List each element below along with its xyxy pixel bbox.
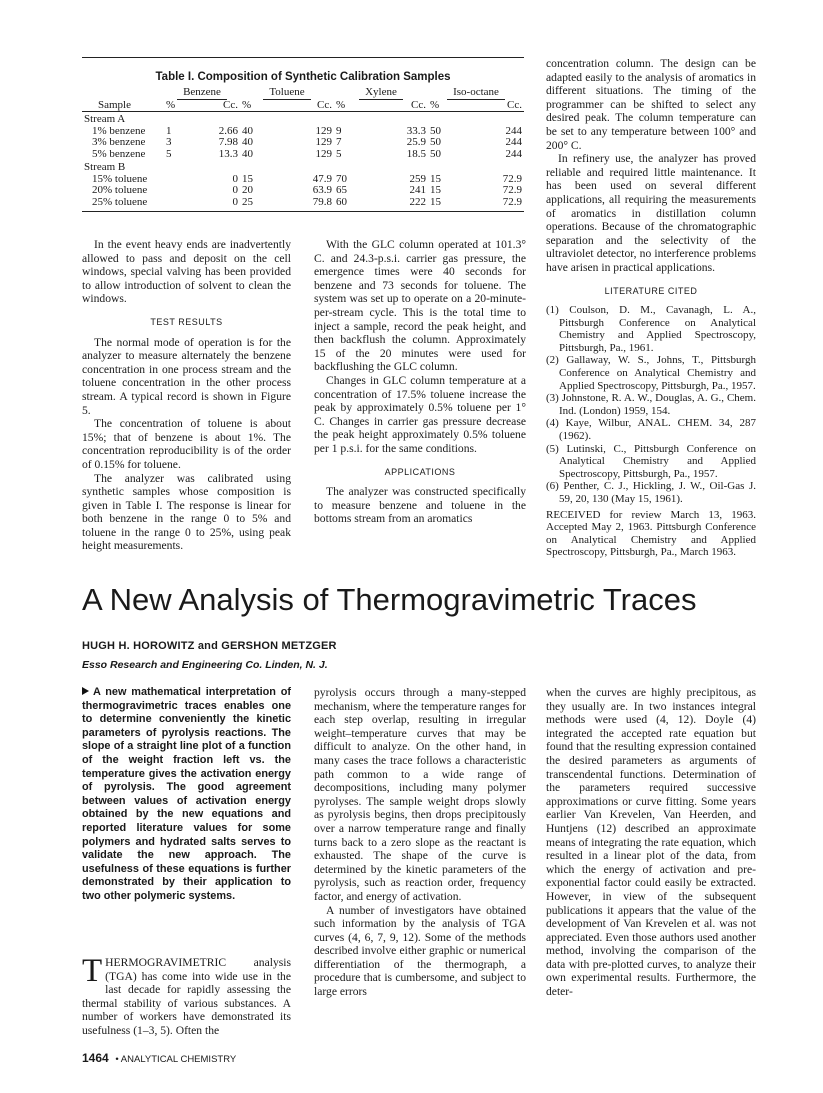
intro-lead: HERMOGRAVIMETRIC (105, 956, 227, 969)
table-top-rule (82, 57, 524, 58)
abstract-arrow-icon (82, 687, 89, 695)
col-header-cc: Cc. (507, 98, 522, 111)
paragraph: Changes in GLC column temperature at a concentration of 17.5% toluene increase the peak by approximately 0.5% toluene per 1° C. Changes in carrier gas pressure decrease the peak height approximately 0.5% toluene per 1 p.s.i. for the same conditions. (314, 373, 526, 455)
col-header-pct: % (336, 98, 346, 111)
calibration-table (82, 87, 524, 208)
table-row (82, 149, 524, 161)
table-row (82, 137, 524, 149)
table-cell: 72.9 (502, 184, 522, 196)
intro-paragraph (82, 953, 291, 1038)
table-row (82, 197, 524, 209)
table-bottom-rule (82, 211, 524, 212)
table-cell (164, 185, 194, 197)
table-cell (164, 174, 194, 186)
table-cell: 3 (166, 136, 172, 148)
table-cell: 0 (232, 195, 238, 208)
table-cell: 129 (315, 147, 332, 160)
table-cell: 129 (315, 124, 332, 137)
col-header-cc: Cc. (223, 98, 238, 111)
group-header-isooctane: Iso-octane (447, 87, 505, 100)
table-cell: 40 (242, 136, 253, 148)
table-cell: 0 (232, 184, 238, 196)
table-cell: 33.3 (406, 124, 426, 137)
table-cell-sample: 15% toluene (92, 172, 148, 185)
table-cell: 5 (166, 147, 172, 160)
stream-a-rows (82, 126, 524, 161)
reference-item: (3) Johnstone, R. A. W., Douglas, A. G., Chem. Ind. (London) 1959, 154. (546, 392, 756, 417)
table-cell: 65 (336, 184, 347, 196)
stream-b-rows (82, 174, 524, 209)
lower-column-3 (546, 686, 756, 999)
table-row (82, 174, 524, 186)
table-cell: 63.9 (312, 184, 332, 196)
paragraph: With the GLC column operated at 101.3° C. and 24.3-p.s.i. carrier gas pressure, the emergence times were 40 seconds for benzene and 73 seconds for toluene. The system was set up to operate on a 20-minute-per-stream cycle. This is the total time to inject a sample, record the peak height, and then backflush the column. Approximately 15 of the 20 minutes were used for backflushing the GLC column. (314, 238, 526, 374)
section-heading-literature-cited: LITERATURE CITED (604, 285, 698, 296)
reference-item: (4) Kaye, Wilbur, ANAL. CHEM. 34, 287 (1962). (546, 417, 756, 443)
table-cell: 72.9 (502, 172, 522, 185)
table-cell: 15 (430, 195, 441, 208)
table-cell: 244 (505, 136, 522, 148)
table-cell: 47.9 (312, 172, 332, 185)
paragraph: concentration column. The design can be adapted easily to the analysis of aromatics in different situations. The timing of the programmer can be shifted to select any desired peak. The column temperature can be set to any temperature between 100° and 200° C. (546, 57, 756, 152)
paragraph: A number of investigators have obtained such information by the analysis of TGA curves (4, 6, 7, 9, 12). Some of the methods described involve either graphic or numerical differentiation of the thermograph, a procedure that is cumbersome, and subject to large errors (314, 903, 526, 999)
table-cell: 244 (505, 147, 522, 160)
table-column-header-row (82, 100, 524, 112)
table-cell: 18.5 (406, 147, 426, 160)
stream-b-label: Stream B (84, 161, 126, 173)
paragraph: when the curves are highly precipitous, as they usually are. In two instances integral methods were used (4, 12). Doyle (4) integrated the accepted rate equation but found that the resulting expression contained the desired parameters as arguments of transcendental functions. Determination of the parameters required successive approximations or curve fitting. Some years earlier Van Krevelen, Van Heerden, and Huntjens (12) described an approximate means of integrating the rate equation, which resulted in a linear plot of the data, from which the energy of activation and pre-exponential factor could easily be extracted. However, in view of the subsequent publications it appears that the value of the development of Van Krevelen et al. was not appreciated. Even those authors used another method, involving the comparison of the data with pre-plotted curves, to analyze their own experimental results. Furthermore, the deter- (546, 686, 756, 999)
article-authors: HUGH H. HOROWITZ and GERSHON METZGER (82, 640, 337, 652)
paragraph: The analyzer was constructed specifically to measure benzene and toluene in the bottoms stream from an aromatics (314, 485, 526, 526)
table-cell: 1 (166, 124, 172, 137)
table-cell: 60 (336, 195, 347, 208)
table-row (82, 126, 524, 138)
paragraph: The concentration of toluene is about 15%; that of benzene is about 1%. The concentration reproducibility is of the order of 0.15% for toluene. (82, 417, 291, 471)
table-row (82, 185, 524, 197)
table-cell: 50 (430, 136, 441, 148)
table-cell-sample: 25% toluene (92, 195, 148, 208)
table-cell: 129 (315, 136, 332, 148)
reference-list (546, 304, 756, 506)
table-cell: 79.8 (312, 195, 332, 208)
col-header-pct: % (242, 98, 252, 111)
table-cell: 0 (232, 172, 238, 185)
footer-bullet: • (115, 1054, 119, 1065)
table-cell: 9 (336, 124, 342, 137)
group-header-benzene: Benzene (177, 87, 227, 100)
table-cell: 2.66 (218, 124, 238, 137)
table-group-header-row (82, 87, 524, 100)
upper-column-3 (546, 57, 756, 559)
upper-column-1 (82, 238, 291, 553)
table-cell: 241 (409, 184, 426, 196)
group-header-xylene: Xylene (359, 87, 403, 100)
table-cell: 20 (242, 184, 253, 196)
paragraph: The normal mode of operation is for the analyzer to measure alternately the benzene concentration in one process stream and the toluene concentration in the other process stream. A typical record is shown in Figure 5. (82, 335, 291, 417)
table-cell: 50 (430, 124, 441, 137)
table-cell-sample: 20% toluene (92, 184, 148, 196)
table-cell: 15 (242, 172, 253, 185)
received-note: RECEIVED for review March 13, 1963. Accepted May 2, 1963. Pittsburgh Conference on Analytical Chemistry and Applied Spectroscopy, Pittsburgh, Pa., March 1963. (546, 508, 756, 559)
col-header-pct: % (166, 98, 176, 111)
paragraph: In the event heavy ends are inadvertently allowed to pass and deposit on the cell windows, special valving has been provided to allow introduction of solvent to clean the windows. (82, 238, 291, 306)
table-cell: 7.98 (218, 136, 238, 148)
col-header-cc: Cc. (317, 98, 332, 111)
article-affiliation: Esso Research and Engineering Co. Linden, N. J. (82, 659, 328, 671)
paragraph: In refinery use, the analyzer has proved reliable and required little maintenance. It has been used on several different applications, all requiring the measurements of aromatics in distillation column operations. Because of the chromatographic separation and the selectivity of the ultraviolet detector, no interference problems have arisen in practical applications. (546, 152, 756, 274)
abstract (82, 686, 291, 904)
drop-cap: T (82, 953, 103, 989)
table-cell-sample: 1% benzene (92, 124, 146, 137)
table-cell: 13.3 (218, 147, 238, 160)
table-cell: 40 (242, 147, 253, 160)
table-cell: 222 (409, 195, 426, 208)
reference-item: (1) Coulson, D. M., Cavanagh, L. A., Pittsburgh Conference on Analytical Chemistry and Applied Spectroscopy, Pittsburgh, Pa., 1961. (546, 304, 756, 354)
table-cell: 72.9 (502, 195, 522, 208)
intro-text: analysis (TGA) has come into wide use in the last decade for rapidly assessing the thermal stability of various substances. A number of workers have demonstrated its usefulness (1–3, 5). Often the (82, 956, 291, 1037)
abstract-text: A new mathematical interpretation of thermogravimetric traces enables one to determine conveniently the kinetic parameters of pyrolysis reactions. The slope of a straight line plot of a function of the weight fraction left vs. the temperature gives the activation energy of pyrolysis. The good agreement between values of activation energy obtained by the new equations and reported literature values for some polymers and hydrated salts serves to validate the new approach. The usefulness of these equations is further demonstrated by their application to two other polymeric systems. (82, 686, 291, 902)
page-number: 1464 (82, 1051, 109, 1065)
table-cell-sample: 5% benzene (92, 147, 146, 160)
col-header-sample: Sample (98, 98, 131, 111)
article-title: A New Analysis of Thermogravimetric Traces (82, 582, 697, 617)
col-header-cc: Cc. (411, 98, 426, 111)
table-cell: 15 (430, 172, 441, 185)
reference-item: (6) Penther, C. J., Hickling, J. W., Oil-Gas J. 59, 20, 130 (May 15, 1961). (546, 480, 756, 505)
reference-item: (2) Gallaway, W. S., Johns, T., Pittsburgh Conference on Analytical Chemistry and Applied Spectroscopy, Pittsburgh, Pa., 1957. (546, 354, 756, 392)
journal-name: ANALYTICAL CHEMISTRY (120, 1054, 237, 1065)
table-cell: 7 (336, 136, 342, 148)
col-header-pct: % (430, 98, 440, 111)
paragraph: pyrolysis occurs through a many-stepped mechanism, where the temperature ranges for each step overlap, resulting in irregular weight–temperature curves that may be difficult to analyze. On the other hand, in many cases the trace follows a characteristic path common to a wide range of decompositions, including many polymer pyrolyses. The sample weight drops slowly as pyrolysis begins, then drops precipitously over a narrow temperature range and finally turns back to a zero slope as the reactant is exhausted. The shape of the curve is determined by the kinetic parameters of the pyrolysis, such as reaction order, frequency factor, and energy of activation. (314, 686, 526, 903)
table-cell: 259 (409, 172, 426, 185)
paragraph: The analyzer was calibrated using synthetic samples whose composition is given in Table I. The response is linear for both benzene in the range 0 to 5% and toluene in the range 0 to 25%, using peak height measurements. (82, 471, 291, 553)
table-cell: 244 (505, 124, 522, 137)
upper-column-2 (314, 238, 526, 526)
table-cell: 5 (336, 147, 342, 160)
page-footer (82, 1051, 236, 1065)
table-cell: 25 (242, 195, 253, 208)
table-cell: 50 (430, 147, 441, 160)
table-cell: 70 (336, 172, 347, 185)
calibration-table-block (82, 57, 524, 212)
table-cell (164, 197, 194, 209)
stream-a-label: Stream A (84, 113, 126, 125)
group-header-toluene: Toluene (263, 87, 310, 100)
table-cell-sample: 3% benzene (92, 136, 146, 148)
table-cell: 15 (430, 184, 441, 196)
section-heading-applications: APPLICATIONS (384, 466, 456, 477)
section-heading-test-results: TEST RESULTS (150, 316, 223, 327)
reference-item: (5) Lutinski, C., Pittsburgh Conference on Analytical Chemistry and Applied Spectroscopy, Pittsburgh, Pa., 1957. (546, 442, 756, 480)
table-cell: 25.9 (406, 136, 426, 148)
lower-column-2 (314, 686, 526, 999)
table-title: Table I. Composition of Synthetic Calibration Samples (155, 71, 451, 83)
table-cell: 40 (242, 124, 253, 137)
